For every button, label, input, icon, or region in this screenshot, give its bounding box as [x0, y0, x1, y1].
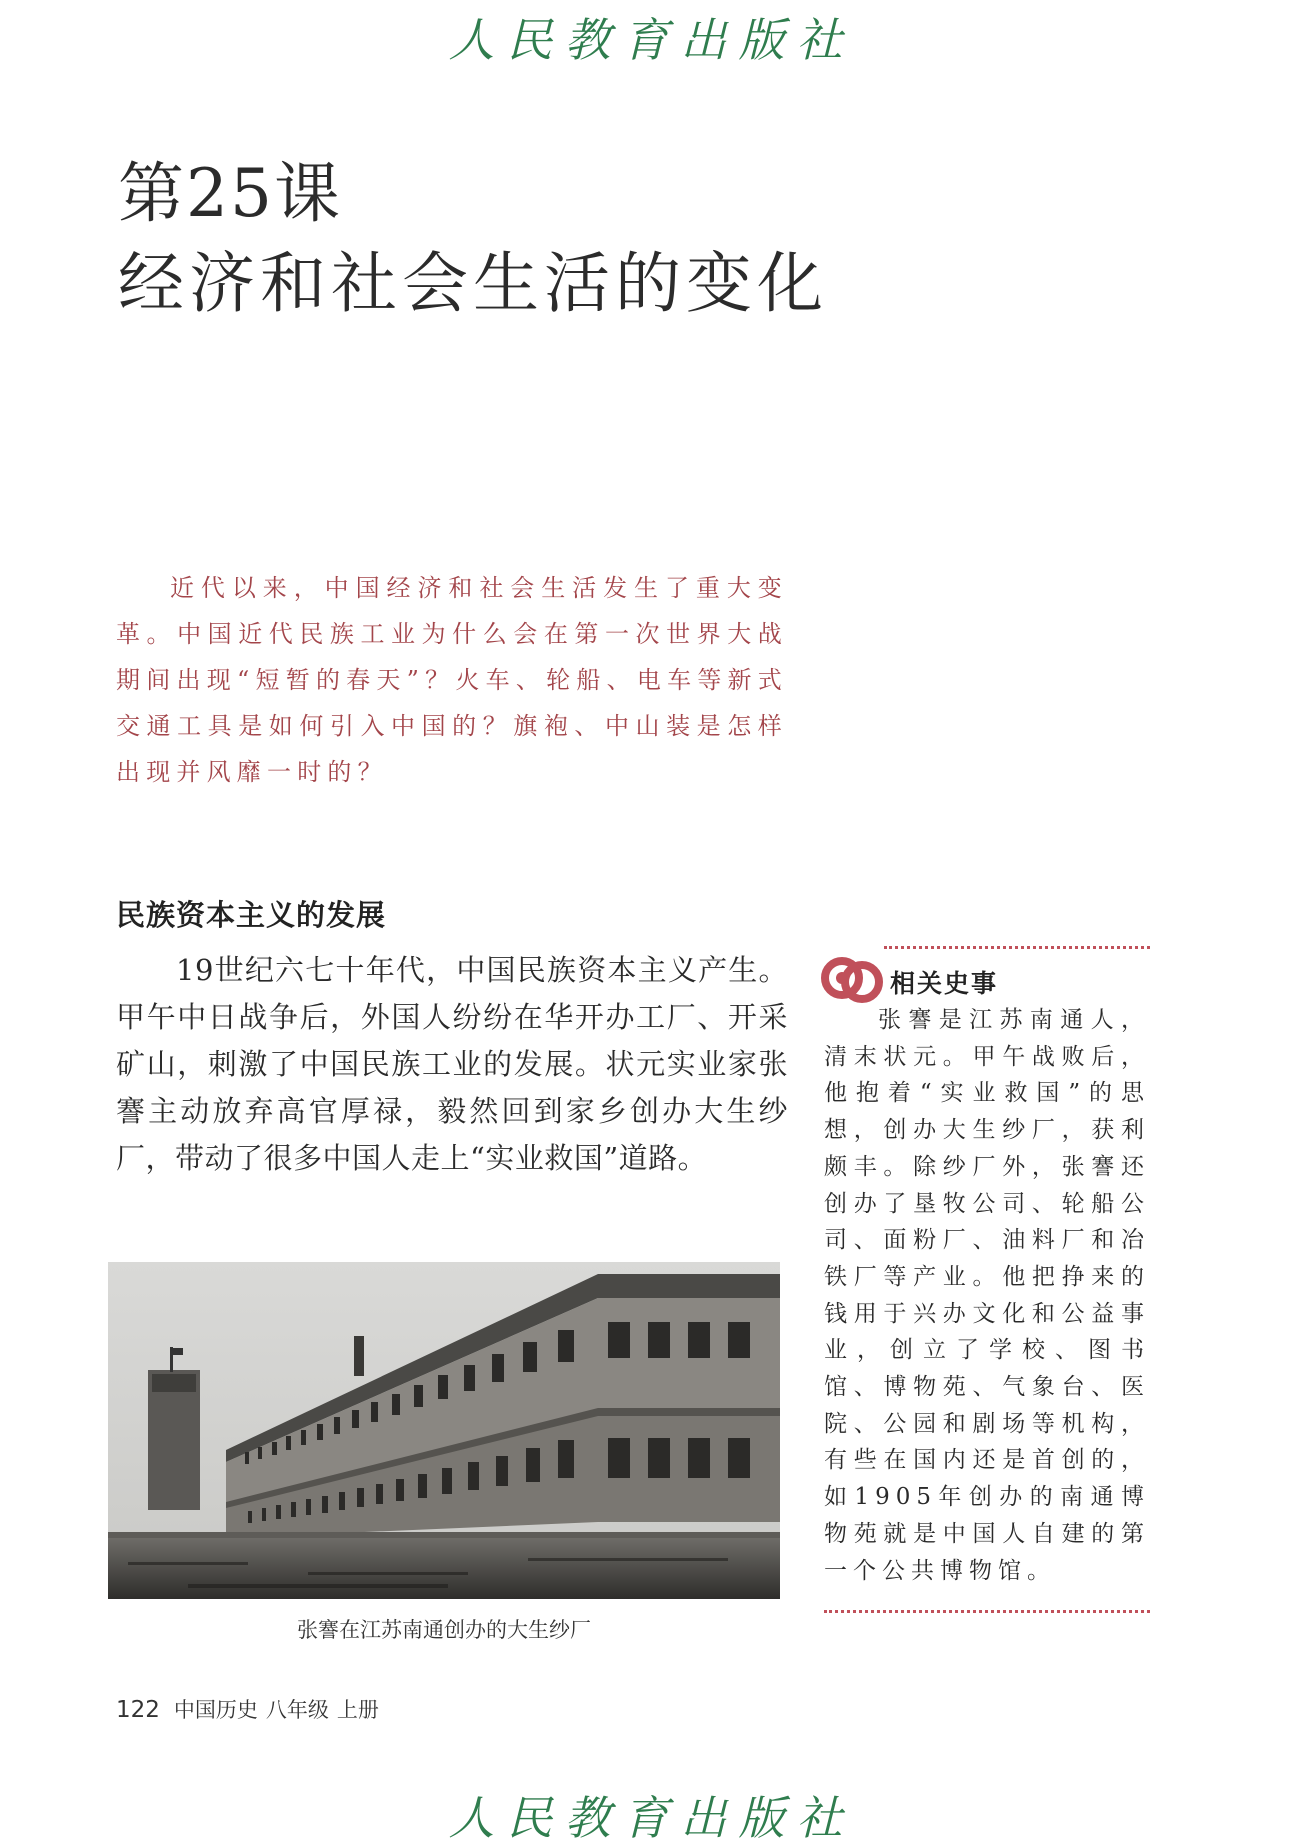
- sidebar-heading: 相关史事: [890, 969, 999, 998]
- page-footer: [116, 1694, 379, 1724]
- page-number: 122: [116, 1697, 160, 1723]
- intro-paragraph: 近代以来，中国经济和社会生活发生了重大变革。中国近代民族工业为什么会在第一次世界大战期间出现“短暂的春天”？火车、轮船、电车等新式交通工具是如何引入中国的？旗袍、中山装是怎样出现并风靡一时的？: [116, 574, 788, 786]
- photo-caption: 张謇在江苏南通创办的大生纱厂: [297, 1618, 591, 1642]
- section-heading: 民族资本主义的发展: [116, 898, 387, 932]
- publisher-logo-bottom: 人民教育出版社: [448, 1791, 855, 1845]
- factory-photo: [108, 1262, 780, 1599]
- dotted-divider-bottom: [824, 1610, 1150, 1613]
- dotted-divider-top: [884, 946, 1150, 949]
- grade-label: 八年级: [265, 1698, 329, 1722]
- lesson-number: 第25课: [118, 155, 342, 232]
- book-title: 中国历史: [173, 1698, 258, 1722]
- related-history-box: [820, 946, 1150, 1614]
- lesson-title: 经济和社会生活的变化: [118, 245, 828, 322]
- volume-label: 上册: [336, 1698, 379, 1722]
- publisher-logo-top: 人民教育出版社: [448, 13, 855, 67]
- section-body: 19世纪六七十年代，中国民族资本主义产生。甲午中日战争后，外国人纷纷在华开办工厂、开采矿山，刺激了中国民族工业的发展。状元实业家张謇主动放弃高官厚禄，毅然回到家乡创办大生纱厂，带动了很多中国人走上“实业救国”道路。: [116, 953, 788, 1175]
- sidebar-text: 张謇是江苏南通人，清末状元。甲午战败后，他抱着“实业救国”的思想，创办大生纱厂，获利颇丰。除纱厂外，张謇还创办了垦牧公司、轮船公司、面粉厂、油料厂和冶铁厂等产业。他把挣来的钱用于兴办文化和公益事业，创立了学校、图书馆、博物苑、气象台、医院、公园和剧场等机构，有些在国内还是首创的，如1905年创办的南通博物苑就是中国人自建的第一个公共博物馆。: [824, 1007, 1150, 1584]
